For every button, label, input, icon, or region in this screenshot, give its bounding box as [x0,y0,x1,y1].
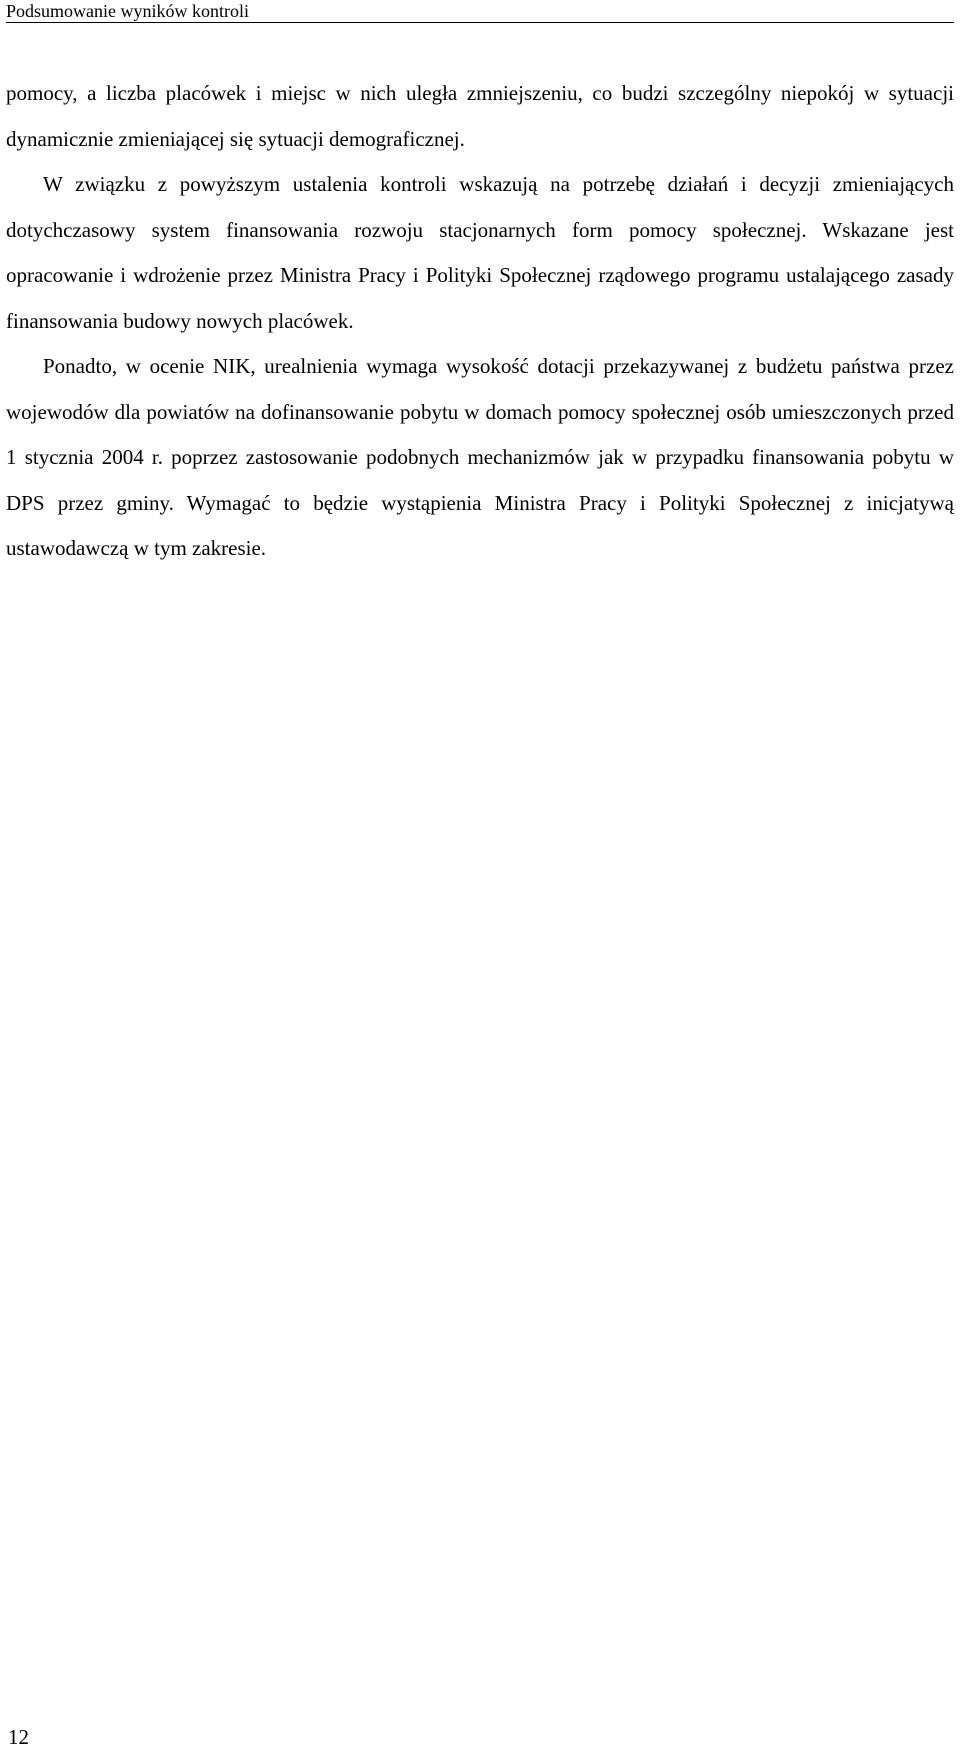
running-header [6,0,954,23]
running-header-title: Podsumowanie wyników kontroli [6,1,249,21]
page-number: 12 [8,1725,29,1749]
paragraph-recommendation: W związku z powyższym ustalenia kontroli wskazują na potrzebę działań i decyzji zmieniających dotychczasowy system finansowania rozwoju stacjonarnych form pomocy społecznej. Wskazane jest opracowanie i wdrożenie przez Ministra Pracy i Polityki Społecznej rządowego programu ustalającego zasady finansowania budowy nowych placówek. [6,172,954,333]
document-body [6,71,954,572]
paragraph-nik-assessment: Ponadto, w ocenie NIK, urealnienia wymaga wysokość dotacji przekazywanej z budżetu państwa przez wojewodów dla powiatów na dofinansowanie pobytu w domach pomocy społecznej osób umieszczonych przed 1 stycznia 2004 r. poprzez zastosowanie podobnych mechanizmów jak w przypadku finansowania pobytu w DPS przez gminy. Wymagać to będzie wystąpienia Ministra Pracy i Polityki Społecznej z inicjatywą ustawodawczą w tym zakresie. [6,354,954,560]
paragraph-continuation: pomocy, a liczba placówek i miejsc w nich uległa zmniejszeniu, co budzi szczególny niepokój w sytuacji dynamicznie zmieniającej się sytuacji demograficznej. [6,81,954,151]
